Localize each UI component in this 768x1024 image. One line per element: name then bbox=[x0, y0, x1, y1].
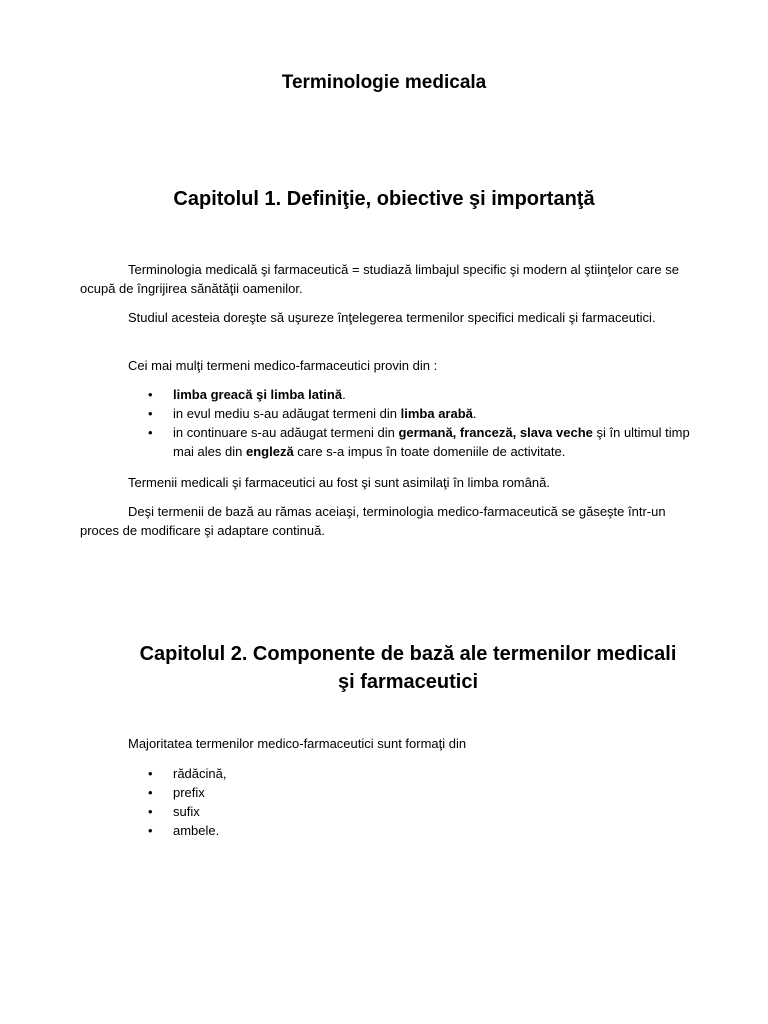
list-item-bold: engleză bbox=[245, 444, 294, 459]
list-item-bold: limba greacă şi limba latină bbox=[173, 387, 343, 402]
chapter2-heading-line-2: şi farmaceutici bbox=[337, 671, 479, 693]
list-item bbox=[0, 404, 693, 423]
list-item-bold: limba arabă bbox=[400, 406, 473, 421]
list-item bbox=[0, 764, 693, 783]
chapter2-paragraph-1: Majoritatea termenilor medico-farmaceutici sunt formaţi din bbox=[128, 736, 467, 751]
bullet-icon: • bbox=[148, 804, 153, 819]
document-title: Terminologie medicala bbox=[281, 72, 487, 93]
bullet-icon: • bbox=[148, 766, 153, 781]
chapter1-paragraph-5: Deşi termenii de bază au rămas aceiaşi, terminologia medico-farmaceutică se găseşte într-un proces de modificare şi adaptare continuă. bbox=[80, 504, 666, 538]
chapter1-paragraph-1: Terminologia medicală şi farmaceutică = studiază limbajul specific şi modern al ştiinţelor care se ocupă de îngrijirea sănătăţii oamenilor. bbox=[80, 262, 679, 296]
list-item-text: rădăcină, bbox=[173, 766, 227, 781]
list-item-text: . bbox=[472, 406, 477, 421]
list-item bbox=[0, 821, 693, 840]
list-item-text: sufix bbox=[173, 804, 200, 819]
chapter1-paragraph-2: Studiul acesteia doreşte să uşureze înţelegerea termenilor specifici medicali şi farmaceutici. bbox=[128, 310, 656, 325]
list-item-text: ambele. bbox=[173, 823, 220, 838]
bullet-icon: • bbox=[148, 387, 153, 402]
bullet-icon: • bbox=[148, 823, 153, 838]
list-item bbox=[0, 802, 693, 821]
list-item-text: . bbox=[342, 387, 346, 402]
list-item-text: care s-a impus în toate domeniile de activitate. bbox=[293, 444, 566, 459]
list-item-bold: germană, franceză, slava veche bbox=[398, 425, 593, 440]
chapter2-heading-line-1: Capitolul 2. Componente de bază ale termenilor medicali bbox=[139, 643, 677, 665]
bullet-icon: • bbox=[148, 406, 153, 421]
list-item-text: in evul mediu s-au adăugat termeni din bbox=[173, 406, 401, 421]
bullet-icon: • bbox=[148, 785, 153, 800]
list-item bbox=[0, 783, 693, 802]
chapter2-heading bbox=[120, 640, 696, 696]
list-item bbox=[0, 423, 693, 461]
list-item bbox=[0, 385, 693, 404]
chapter1-heading: Capitolul 1. Definiţie, obiective şi importanţă bbox=[173, 188, 595, 210]
bullet-icon: • bbox=[148, 425, 153, 440]
list-item-text: şi în ultimul timp mai ales din bbox=[173, 425, 690, 459]
component-list bbox=[0, 764, 693, 840]
chapter1-paragraph-4: Termenii medicali şi farmaceutici au fost şi sunt asimilaţi în limba română. bbox=[128, 475, 550, 490]
list-item-text: prefix bbox=[173, 785, 205, 800]
origin-language-list bbox=[0, 385, 693, 461]
list-item-text: in continuare s-au adăugat termeni din bbox=[173, 425, 399, 440]
chapter1-paragraph-3: Cei mai mulţi termeni medico-farmaceutici provin din : bbox=[128, 358, 438, 373]
